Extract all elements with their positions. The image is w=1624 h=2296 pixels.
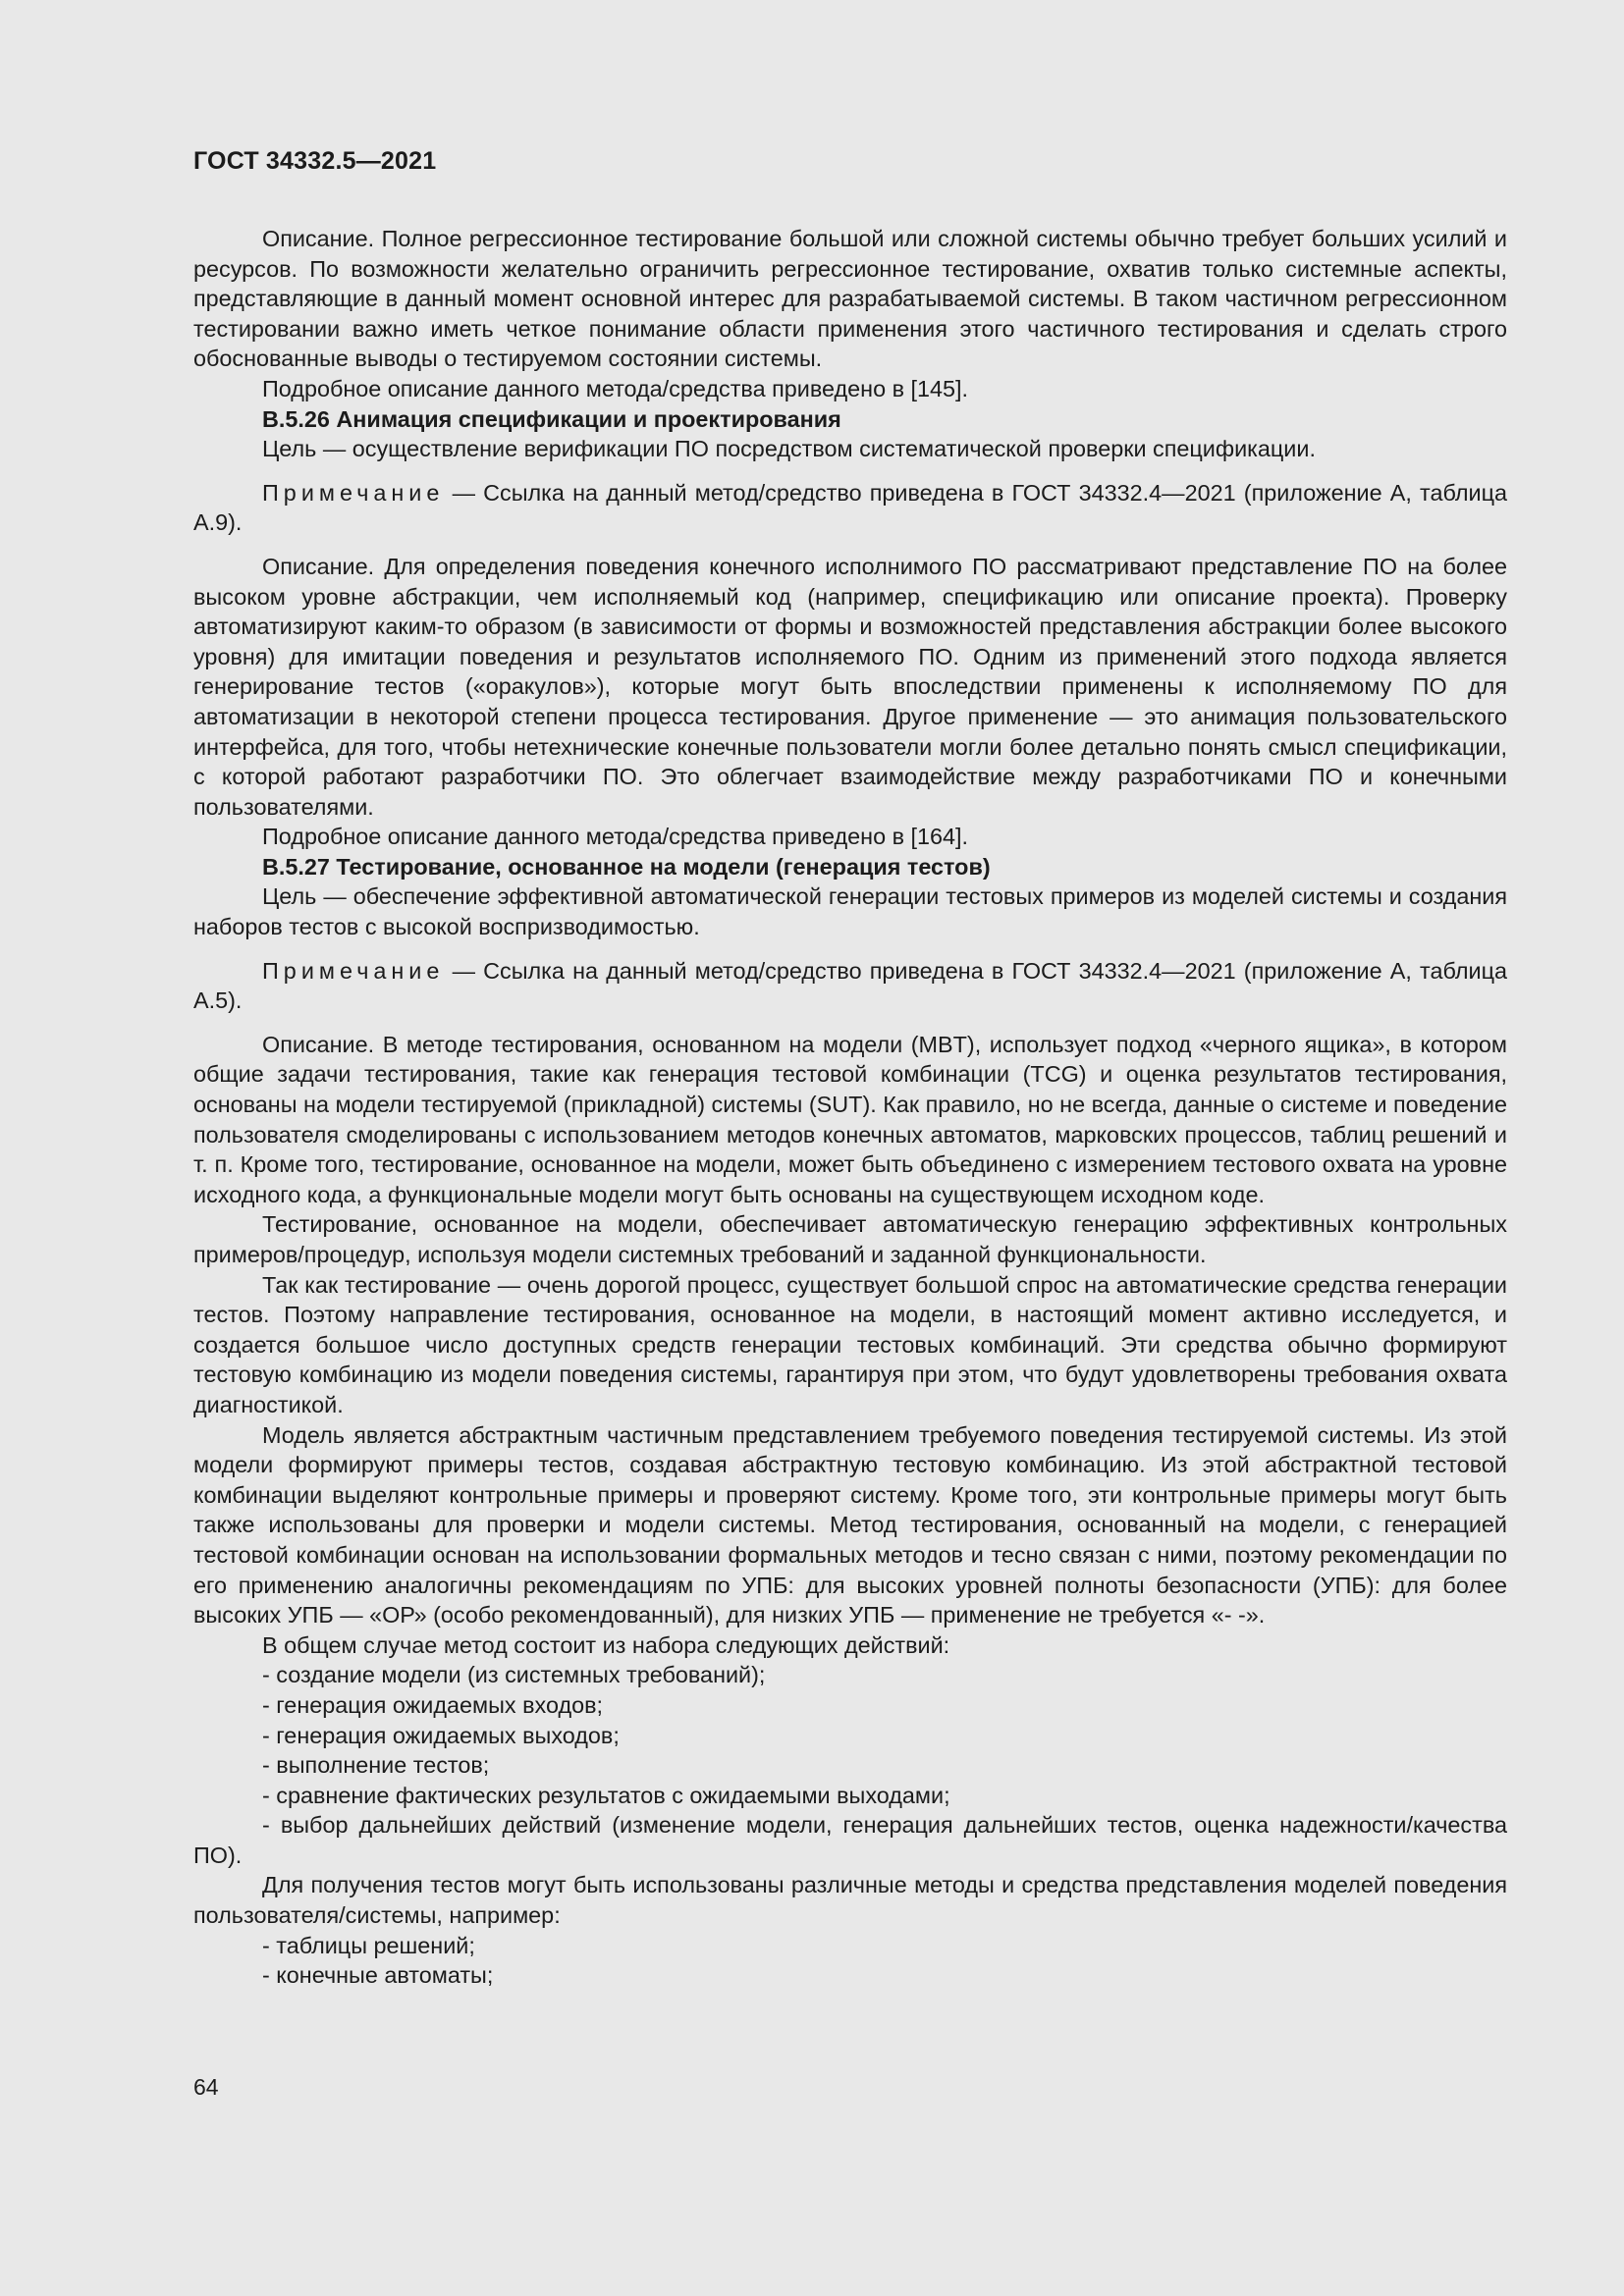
note-label: Примечание bbox=[262, 479, 445, 506]
paragraph: Подробное описание данного метода/средства приведено в [145]. bbox=[262, 375, 969, 401]
paragraph: Для получения тестов могут быть использованы различные методы и средства представления моделей поведения пользователя/системы, например: bbox=[193, 1872, 1507, 1929]
paragraph: Описание. Для определения поведения конечного исполнимого ПО рассматривают представление ПО на более высоком уровне абстракции, чем исполняемый код (например, спецификацию или описание проекта). Проверку автоматизируют каким-то образом (в зависимости от формы и возможностей представления абстракции более высокого уровня) для имитации поведения и результатов исполняемого ПО. Одним из применений этого подхода является генерирование тестов («оракулов»), которые могут быть впоследствии применены к исполняемому ПО для автоматизации в некоторой степени процесса тестирования. Другое применение — это анимация пользовательского интерфейса, для того, чтобы нетехнические конечные пользователи могли более детально понять смысл спецификации, с которой работают разработчики ПО. Это облегчает взаимодействие между разработчиками ПО и конечными пользователями. bbox=[193, 553, 1507, 820]
list-item: - сравнение фактических результатов с ожидаемыми выходами; bbox=[262, 1782, 950, 1808]
body-text bbox=[193, 224, 1507, 1991]
note-label: Примечание bbox=[262, 957, 445, 984]
section-heading-b-5-27: B.5.27 Тестирование, основанное на модели (генерация тестов) bbox=[262, 853, 991, 880]
list-item: - создание модели (из системных требований); bbox=[262, 1662, 766, 1688]
paragraph: Описание. В методе тестирования, основанном на модели (MBT), использует подход «черного ящика», в котором общие задачи тестирования, такие как генерация тестовой комбинации (TCG) и оценка результатов тестирования, основаны на модели тестируемой (прикладной) системы (SUT). Как правило, но не всегда, данные о системе и поведение пользователя смоделированы с использованием методов конечных автоматов, марковских процессов, таблиц решений и т. п. Кроме того, тестирование, основанное на модели, может быть объединено с измерением тестового охвата на уровне исходного кода, а функциональные модели могут быть основаны на существующем исходном коде. bbox=[193, 1031, 1507, 1207]
list-item: - генерация ожидаемых входов; bbox=[262, 1691, 604, 1718]
note bbox=[193, 478, 1507, 538]
paragraph: В общем случае метод состоит из набора следующих действий: bbox=[262, 1631, 950, 1658]
paragraph: Тестирование, основанное на модели, обеспечивает автоматическую генерацию эффективных контрольных примеров/процедур, используя модели системных требований и заданной функциональности. bbox=[193, 1211, 1507, 1267]
list-item: - выбор дальнейших действий (изменение модели, генерация дальнейших тестов, оценка надежности/качества ПО). bbox=[193, 1812, 1507, 1868]
list-item: - генерация ожидаемых выходов; bbox=[262, 1722, 620, 1748]
paragraph: Цель — осуществление верификации ПО посредством систематической проверки спецификации. bbox=[262, 436, 1316, 462]
paragraph: Описание. Полное регрессионное тестирование большой или сложной системы обычно требует больших усилий и ресурсов. По возможности желательно ограничить регрессионное тестирование, охватив только системные аспекты, представляющие в данный момент основной интерес для разрабатываемой системы. В таком частичном регрессионном тестировании важно иметь четкое понимание области применения этого частичного тестирования и сделать строго обоснованные выводы о тестируемом состоянии системы. bbox=[193, 226, 1507, 372]
list-item: - таблицы решений; bbox=[262, 1932, 475, 1958]
document-header: ГОСТ 34332.5—2021 bbox=[193, 147, 437, 175]
paragraph: Цель — обеспечение эффективной автоматической генерации тестовых примеров из моделей системы и создания наборов тестов с высокой воспризводимостью. bbox=[193, 883, 1507, 940]
note-text: — Ссылка на данный метод/средство приведена в ГОСТ 34332.4—2021 (приложение А, таблица А.9). bbox=[193, 479, 1507, 536]
note bbox=[193, 956, 1507, 1016]
list-item: - конечные автоматы; bbox=[262, 1962, 494, 1989]
note-text: — Ссылка на данный метод/средство приведена в ГОСТ 34332.4—2021 (приложение А, таблица А.5). bbox=[193, 957, 1507, 1014]
list-item: - выполнение тестов; bbox=[262, 1752, 490, 1779]
section-heading-b-5-26: B.5.26 Анимация спецификации и проектирования bbox=[262, 405, 841, 432]
paragraph: Модель является абстрактным частичным представлением требуемого поведения тестируемой системы. Из этой модели формируют примеры тестов, создавая абстрактную тестовую комбинацию. Из этой абстрактной тестовой комбинации выделяют контрольные примеры и проверяют систему. Кроме того, эти контрольные примеры могут быть также использованы для проверки и модели системы. Метод тестирования, основанный на модели, с генерацией тестовой комбинации основан на использовании формальных методов и тесно связан с ними, поэтому рекомендации по его применению аналогичны рекомендациям по УПБ: для высоких уровней полноты безопасности (УПБ): для более высоких УПБ — «ОР» (особо рекомендованный), для низких УПБ — применение не требуется «- -». bbox=[193, 1421, 1507, 1629]
paragraph: Подробное описание данного метода/средства приведено в [164]. bbox=[262, 824, 969, 850]
paragraph: Так как тестирование — очень дорогой процесс, существует большой спрос на автоматические средства генерации тестов. Поэтому направление тестирования, основанное на модели, в настоящий момент активно исследуется, и создается большое число доступных средств генерации тестовых комбинаций. Эти средства обычно формируют тестовую комбинацию из модели поведения системы, гарантируя при этом, что будут удовлетворены требования охвата диагностикой. bbox=[193, 1271, 1507, 1417]
page-number: 64 bbox=[193, 2074, 219, 2100]
